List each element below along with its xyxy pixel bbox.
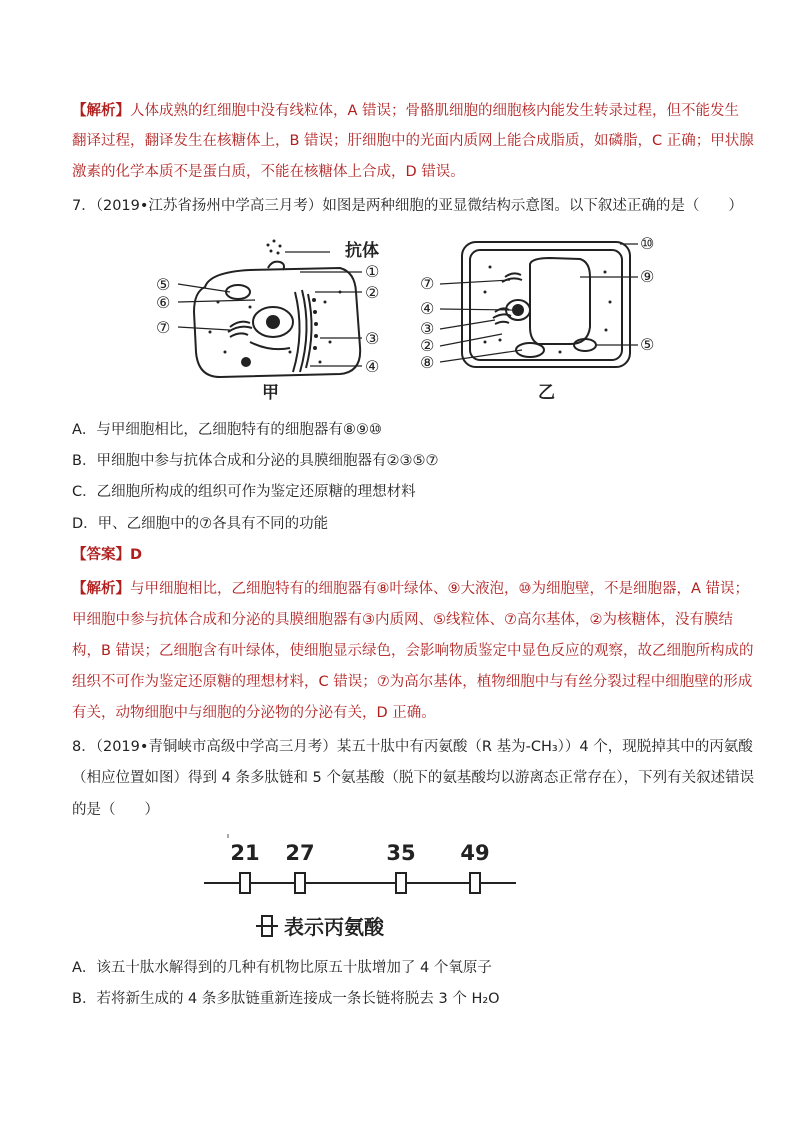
antibody-label: 抗体 (345, 241, 379, 261)
q7-explanation-line-2: 甲细胞中参与抗体合成和分泌的具膜细胞器有③内质网、⑤线粒体、⑦高尔基体，②为核糖体，没有膜结 (72, 612, 733, 628)
cell-structure-figure (150, 232, 670, 412)
q8-stem-line-1: 8．（2019•青铜峡市高级中学高三月考）某五十肽中有丙氨酸（R 基为-CH₃））4 个，现脱掉其中的丙氨酸 (72, 739, 753, 755)
cell-a-caption: 甲 (262, 383, 279, 403)
q7-explanation-line-1 (72, 579, 749, 599)
q8-option-a: A．该五十肽水解得到的几种有机物比原五十肽增加了 4 个氧原子 (72, 960, 492, 976)
alanine-marker-4 (470, 873, 480, 893)
legend-text: 表示丙氨酸 (284, 915, 384, 939)
cell-b-marker-4: ④ (420, 299, 435, 318)
cell-a-marker-4: ④ (365, 357, 380, 376)
q8-stem-line-2: （相应位置如图）得到 4 条多肽链和 5 个氨基酸（脱下的氨基酸均以游离态正常存在），下列有关叙述错误 (72, 770, 755, 786)
position-label: 35 (386, 841, 416, 865)
cell-b-marker-5: ③ (420, 319, 435, 338)
position-label: 21 (230, 841, 260, 865)
q7-explanation-line-5: 有关，动物细胞中与细胞的分泌物的分泌有关，D 正确。 (72, 705, 436, 721)
explanation-text: 与甲细胞相比，乙细胞特有的细胞器有⑧叶绿体、⑨大液泡，⑩为细胞壁，不是细胞器，A 错误； (130, 581, 750, 597)
q7-option-a: A．与甲细胞相比，乙细胞特有的细胞器有⑧⑨⑩ (72, 422, 382, 438)
alanine-marker-3 (396, 873, 406, 893)
cell-b-marker-8: ⑤ (640, 335, 655, 354)
peptide-alanine-figure (200, 830, 520, 950)
q7-answer: 【答案】D (72, 547, 143, 563)
animal-cell-dots (209, 240, 342, 368)
plant-cell-diagram (462, 242, 630, 367)
alanine-marker-2 (295, 873, 305, 893)
cell-a-marker-7: ⑦ (156, 318, 171, 337)
q7-stem: 7．（2019•江苏省扬州中学高三月考）如图是两种细胞的亚显微结构示意图。以下叙述正确的是（ ） (72, 198, 743, 214)
cell-b-marker-1: ⑩ (640, 234, 655, 253)
cell-b-marker-6: ② (420, 336, 435, 355)
q7-option-b: B．甲细胞中参与抗体合成和分泌的具膜细胞器有②③⑤⑦ (72, 453, 439, 469)
cell-b-marker-2: ⑨ (640, 267, 655, 286)
q6-explanation-line-3: 激素的化学本质不是蛋白质，不能在核糖体上合成，D 错误。 (72, 164, 465, 180)
position-label: 49 (460, 841, 490, 865)
cell-a-marker-2: ② (365, 283, 380, 302)
explanation-text: 人体成熟的红细胞中没有线粒体，A 错误；骨骼肌细胞的细胞核内能发生转录过程，但不能发生 (130, 103, 740, 119)
cell-a-marker-5: ⑤ (156, 275, 171, 294)
q8-option-b: B．若将新生成的 4 条多肽链重新连接成一条长链将脱去 3 个 H₂O (72, 991, 500, 1007)
explanation-tag: 【解析】 (72, 103, 130, 119)
cell-a-marker-6: ⑥ (156, 293, 171, 312)
q7-option-c: C．乙细胞所构成的组织可作为鉴定还原糖的理想材料 (72, 484, 416, 500)
q6-explanation-line-1 (72, 101, 739, 121)
q8-stem-line-3: 的是（ ） (72, 802, 159, 818)
cell-b-caption: 乙 (538, 383, 555, 403)
q6-explanation-line-2: 翻译过程，翻译发生在核糖体上，B 错误；肝细胞中的光面内质网上能合成脂质，如磷脂，C 正确；甲状腺 (72, 133, 754, 149)
explanation-tag: 【解析】 (72, 581, 130, 597)
cell-b-marker-7: ⑧ (420, 353, 435, 372)
cell-a-marker-3: ③ (365, 329, 380, 348)
q7-explanation-line-4: 组织不可作为鉴定还原糖的理想材料，C 错误；⑦为高尔基体，植物细胞中与有丝分裂过程中细胞壁的形成 (72, 674, 753, 690)
position-label: 27 (285, 841, 315, 865)
cell-b-marker-3: ⑦ (420, 274, 435, 293)
legend-alanine-symbol (256, 916, 278, 936)
q7-option-d: D．甲、乙细胞中的⑦各具有不同的功能 (72, 516, 329, 532)
alanine-marker-1 (240, 873, 250, 893)
q7-explanation-line-3: 构，B 错误；乙细胞含有叶绿体，使细胞显示绿色，会影响物质鉴定中显色反应的观察，故乙细胞所构成的 (72, 643, 754, 659)
cell-a-marker-1: ① (365, 262, 380, 281)
